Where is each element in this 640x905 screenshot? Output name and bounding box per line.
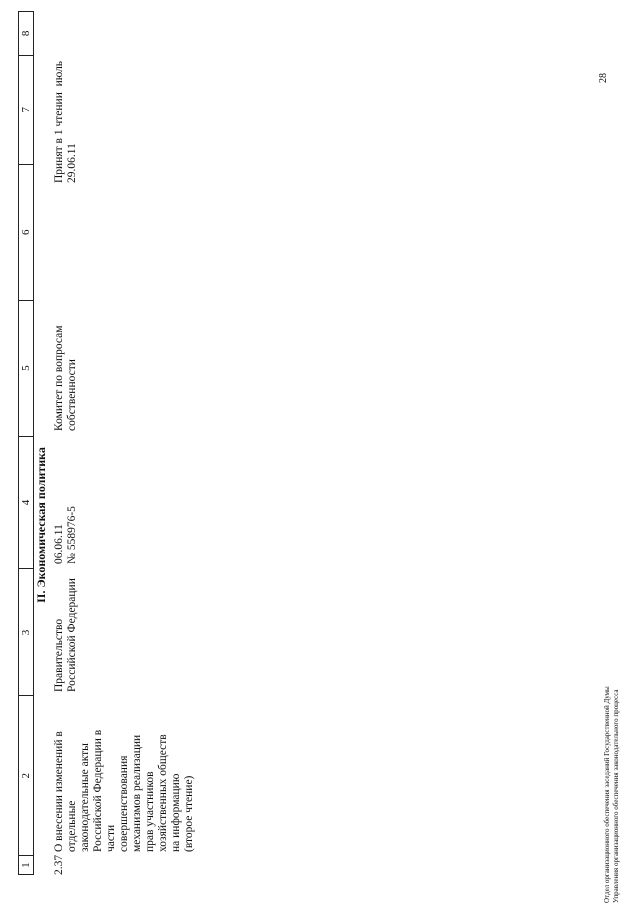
section-title: II. Экономическая политика [34, 447, 48, 603]
row-status: Принят в 1 чтении июль 29.06.11 [53, 60, 78, 183]
col-3: 3 [19, 568, 33, 695]
row-title: О внесении изменений в отдельные законодательные акты Российской Федерации в части совершенствования механизмов реализации прав участников хозяйственных обществ на информацию (второе чтение) [53, 729, 195, 852]
row-committee: Комитет по вопросам собственности [53, 325, 78, 431]
page-number: 28 [598, 73, 609, 83]
col-2: 2 [19, 695, 33, 855]
col-4: 4 [19, 436, 33, 569]
table-header [18, 11, 34, 875]
col-6: 6 [19, 164, 33, 300]
row-initiator: Правительство Российской Федерации [53, 578, 78, 692]
col-7: 7 [19, 55, 33, 164]
row-number: 2.37 [53, 854, 65, 875]
footer-note: Отдел организационного обеспечения заседаний Государственной Думы Управления организационного обеспечения законодательного процесса [603, 686, 620, 903]
row-registration: 06.06.11 № 558976-5 [53, 506, 78, 564]
col-1: 1 [19, 855, 33, 874]
col-5: 5 [19, 300, 33, 436]
col-8: 8 [20, 30, 32, 37]
